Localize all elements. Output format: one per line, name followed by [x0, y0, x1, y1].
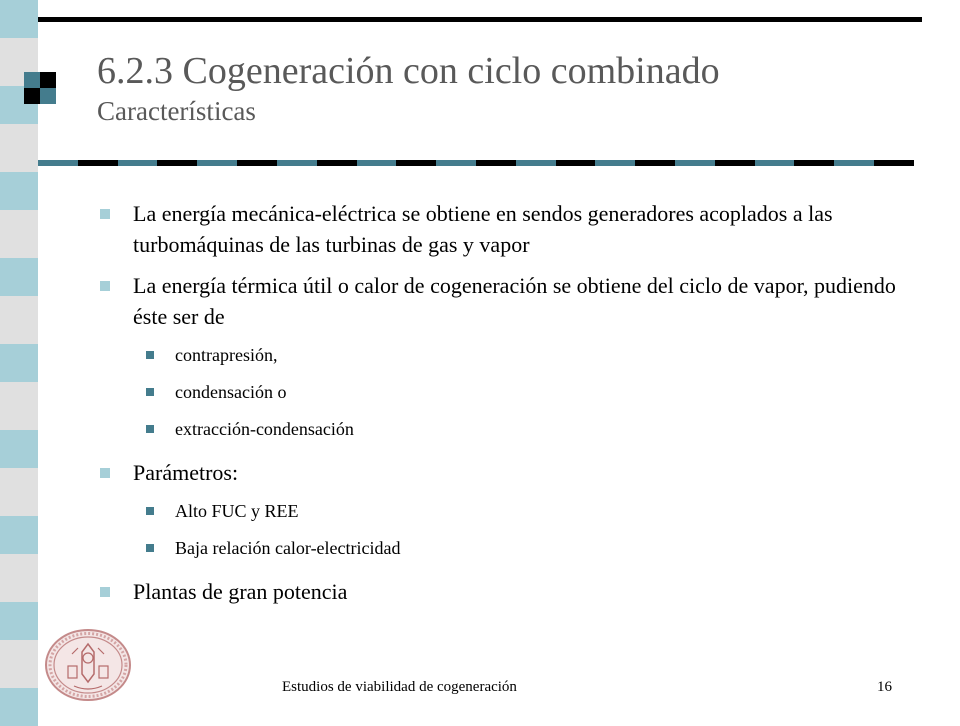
sub-bullet-text: extracción-condensación	[175, 419, 354, 439]
square-bullet-icon	[146, 507, 154, 515]
sub-bullet-text: Baja relación calor-electricidad	[175, 538, 401, 558]
square-bullet-icon	[146, 351, 154, 359]
sub-bullet-item	[146, 342, 910, 368]
square-bullet-icon	[100, 209, 110, 219]
bullet-text: Plantas de gran potencia	[133, 579, 348, 604]
sub-bullet-item	[146, 535, 910, 561]
sub-bullet-item	[146, 416, 910, 442]
slide-content	[100, 198, 910, 617]
square-bullet-icon	[146, 544, 154, 552]
sub-bullet-text: Alto FUC y REE	[175, 501, 299, 521]
sub-bullet-text: contrapresión,	[175, 345, 278, 365]
slide-title-block	[97, 48, 927, 128]
top-rule	[38, 17, 922, 22]
bullet-item	[100, 198, 910, 260]
bullet-item	[100, 270, 910, 332]
square-bullet-icon	[100, 468, 110, 478]
bullet-text: Parámetros:	[133, 460, 239, 485]
slide-subtitle: Características	[97, 96, 256, 126]
title-underline	[38, 160, 914, 166]
left-decorative-strip	[0, 0, 38, 720]
square-bullet-icon	[100, 281, 110, 291]
sub-bullet-item	[146, 498, 910, 524]
bullet-item	[100, 576, 910, 607]
bullet-item	[100, 457, 910, 488]
corner-squares-decoration	[24, 72, 56, 104]
square-bullet-icon	[146, 388, 154, 396]
university-seal-icon	[44, 628, 132, 702]
square-bullet-icon	[146, 425, 154, 433]
slide-title: 6.2.3 Cogeneración con ciclo combinado	[97, 50, 720, 92]
sub-bullet-text: condensación o	[175, 382, 287, 402]
footer-text: Estudios de viabilidad de cogeneración	[282, 679, 517, 695]
bullet-text: La energía térmica útil o calor de cogeneración se obtiene del ciclo de vapor, pudiendo éste ser de	[133, 273, 896, 329]
bullet-text: La energía mecánica-eléctrica se obtiene en sendos generadores acoplados a las turbomáquinas de las turbinas de gas y vapor	[133, 201, 833, 257]
page-number: 16	[877, 679, 892, 695]
square-bullet-icon	[100, 587, 110, 597]
sub-bullet-item	[146, 379, 910, 405]
